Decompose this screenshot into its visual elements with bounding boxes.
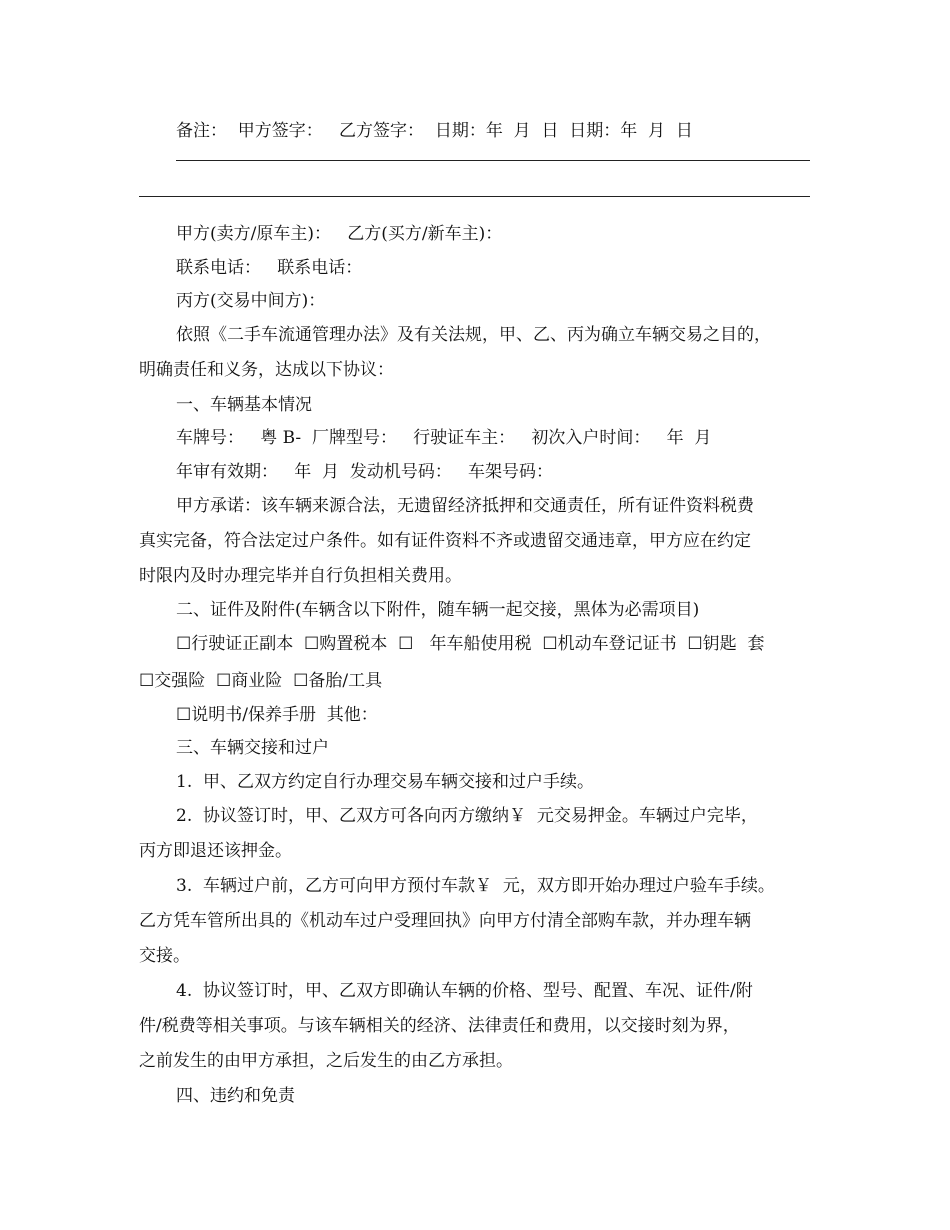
clause-line: 1. 甲、乙双方约定自行办理交易车辆交接和过户手续。: [176, 772, 595, 792]
section-4-heading: 四、违约和免责: [176, 1086, 295, 1106]
fill-in-rule: [176, 160, 810, 161]
inspection-info-line: 年审有效期： 年 月 发动机号码： 车架号码：: [176, 462, 554, 482]
attachment-checklist-line: ☐行驶证正副本 ☐购置税本 ☐ 年车船使用税 ☐机动车登记证书 ☐钥匙 套: [176, 634, 765, 654]
seller-promise-line: 甲方承诺：该车辆来源合法，无遗留经济抵押和交通责任，所有证件资料税费: [176, 496, 754, 516]
signature-line: 备注： 甲方签字： 乙方签字： 日期：年 月 日 日期：年 月 日: [176, 121, 693, 141]
contact-line: 联系电话： 联系电话：: [176, 258, 363, 278]
clause-line: 2. 协议签订时，甲、乙双方可各向丙方缴纳￥ 元交易押金。车辆过户完毕，: [176, 806, 758, 826]
clause-line: 之前发生的由甲方承担，之后发生的由乙方承担。: [139, 1051, 513, 1071]
attachment-checklist-line: ☐交强险 ☐商业险 ☐备胎/工具: [139, 671, 383, 691]
intro-paragraph-line: 依照《二手车流通管理办法》及有关法规，甲、乙、丙为确立车辆交易之目的，: [176, 325, 771, 345]
clause-line: 丙方即退还该押金。: [139, 841, 292, 861]
clause-line: 件/税费等相关事项。与该车辆相关的经济、法律责任和费用，以交接时刻为界，: [139, 1016, 740, 1036]
section-2-heading: 二、证件及附件(车辆含以下附件，随车辆一起交接，黑体为必需项目): [176, 600, 700, 620]
party-c-line: 丙方(交易中间方)：: [176, 291, 326, 311]
clause-line: 交接。: [139, 946, 190, 966]
seller-promise-line: 时限内及时办理完毕并自行负担相关费用。: [139, 566, 462, 586]
section-3-heading: 三、车辆交接和过户: [176, 738, 329, 758]
clause-line: 乙方凭车管所出具的《机动车过户受理回执》向甲方付清全部购车款，并办理车辆: [139, 911, 751, 931]
attachment-checklist-line: ☐说明书/保养手册 其他：: [176, 705, 378, 725]
section-1-heading: 一、车辆基本情况: [176, 395, 312, 415]
intro-paragraph-line: 明确责任和义务，达成以下协议：: [139, 360, 394, 380]
plate-info-line: 车牌号： 粤 B- 厂牌型号： 行驶证车主： 初次入户时间： 年 月: [176, 428, 712, 448]
seller-promise-line: 真实完备，符合法定过户条件。如有证件资料不齐或遗留交通违章，甲方应在约定: [139, 531, 751, 551]
fill-in-rule: [139, 196, 810, 197]
clause-line: 4. 协议签订时，甲、乙双方即确认车辆的价格、型号、配置、车况、证件/附: [176, 981, 753, 1001]
clause-line: 3. 车辆过户前，乙方可向甲方预付车款￥ 元，双方即开始办理过户验车手续。: [176, 876, 775, 896]
party-a-line: 甲方(卖方/原车主)： 乙方(买方/新车主)：: [176, 224, 503, 244]
